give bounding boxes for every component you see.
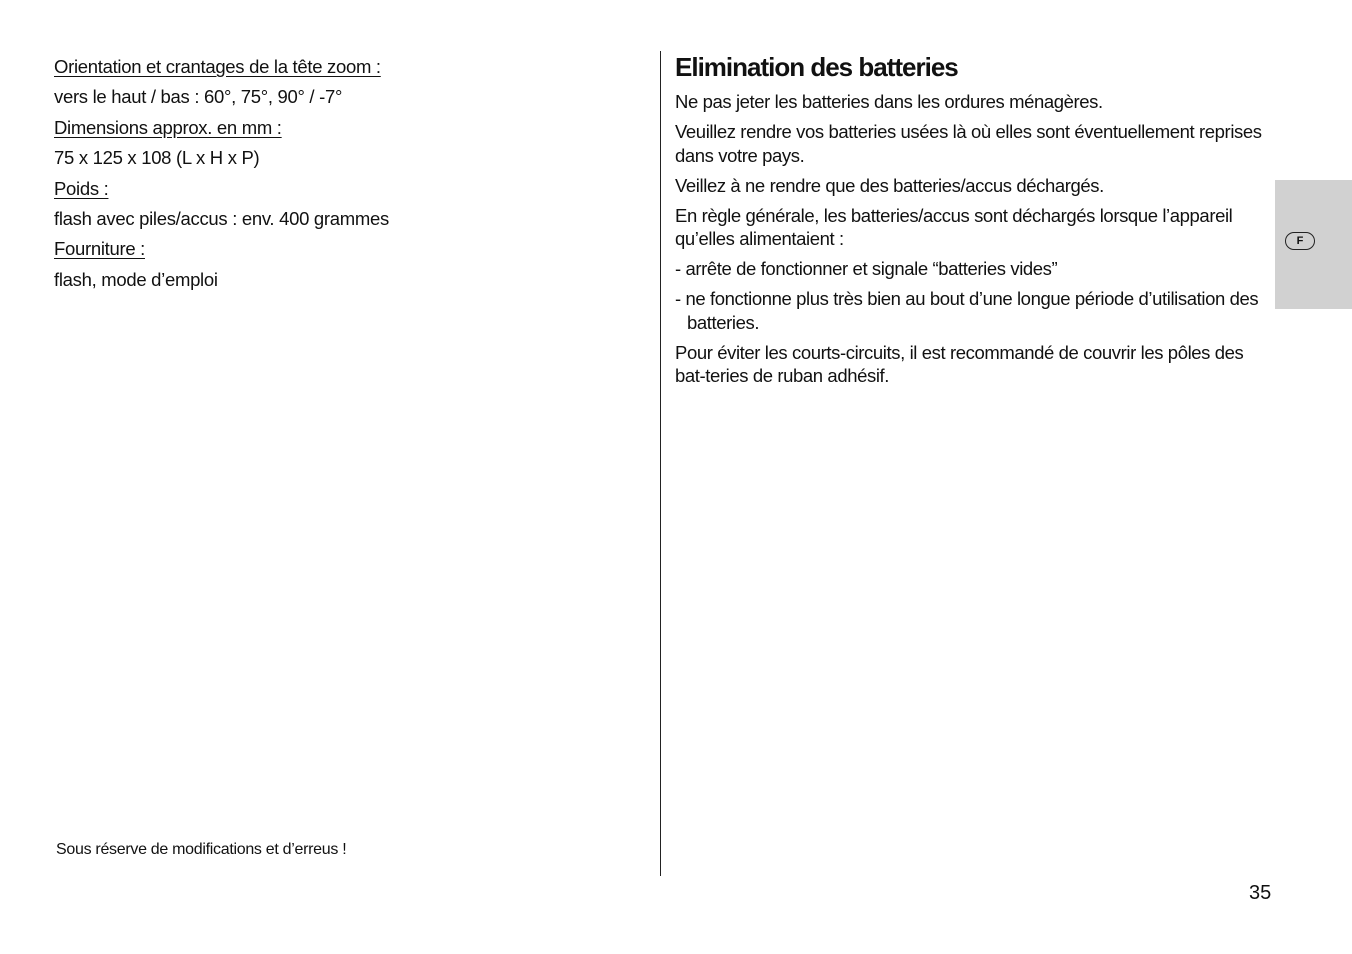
battery-disposal-section [675, 50, 1271, 394]
weight-label: Poids : [54, 177, 109, 199]
weight-value: flash avec piles/accus : env. 400 grammes [54, 208, 389, 230]
bullet-item: - ne fonctionne plus très bien au bout d’une longue période d’utilisation des batteries. [675, 288, 1259, 333]
orientation-label: Orientation et crantages de la tête zoom : [54, 56, 381, 77]
paragraph: En règle générale, les batteries/accus sont déchargés lorsque l’appareil qu’elles alimentaient : [675, 204, 1233, 249]
language-badge: F [1285, 232, 1315, 250]
paragraph: Veillez à ne rendre que des batteries/accus déchargés. [675, 174, 1104, 196]
paragraph: Pour éviter les courts-circuits, il est recommandé de couvrir les pôles des bat-teries de ruban adhésif. [675, 341, 1244, 386]
section-heading: Elimination des batteries [675, 52, 958, 82]
technical-data-column [54, 52, 614, 295]
bullet-item: - arrête de fonctionner et signale “batteries vides” [675, 258, 1058, 279]
column-divider [660, 51, 661, 876]
dimensions-value: 75 x 125 x 108 (L x H x P) [54, 147, 260, 169]
page-number: 35 [1249, 882, 1272, 904]
orientation-value: vers le haut / bas : 60°, 75°, 90° / -7° [54, 86, 343, 108]
dimensions-label: Dimensions approx. en mm : [54, 116, 282, 138]
footnote: Sous réserve de modifications et d’erreus ! [56, 841, 347, 858]
supply-value: flash, mode d’emploi [54, 268, 218, 290]
supply-label: Fourniture : [54, 238, 145, 260]
language-tab [1275, 180, 1352, 309]
paragraph: Veuillez rendre vos batteries usées là où elles sont éventuellement reprises dans votre pays. [675, 121, 1262, 166]
paragraph: Ne pas jeter les batteries dans les ordures ménagères. [675, 91, 1103, 112]
